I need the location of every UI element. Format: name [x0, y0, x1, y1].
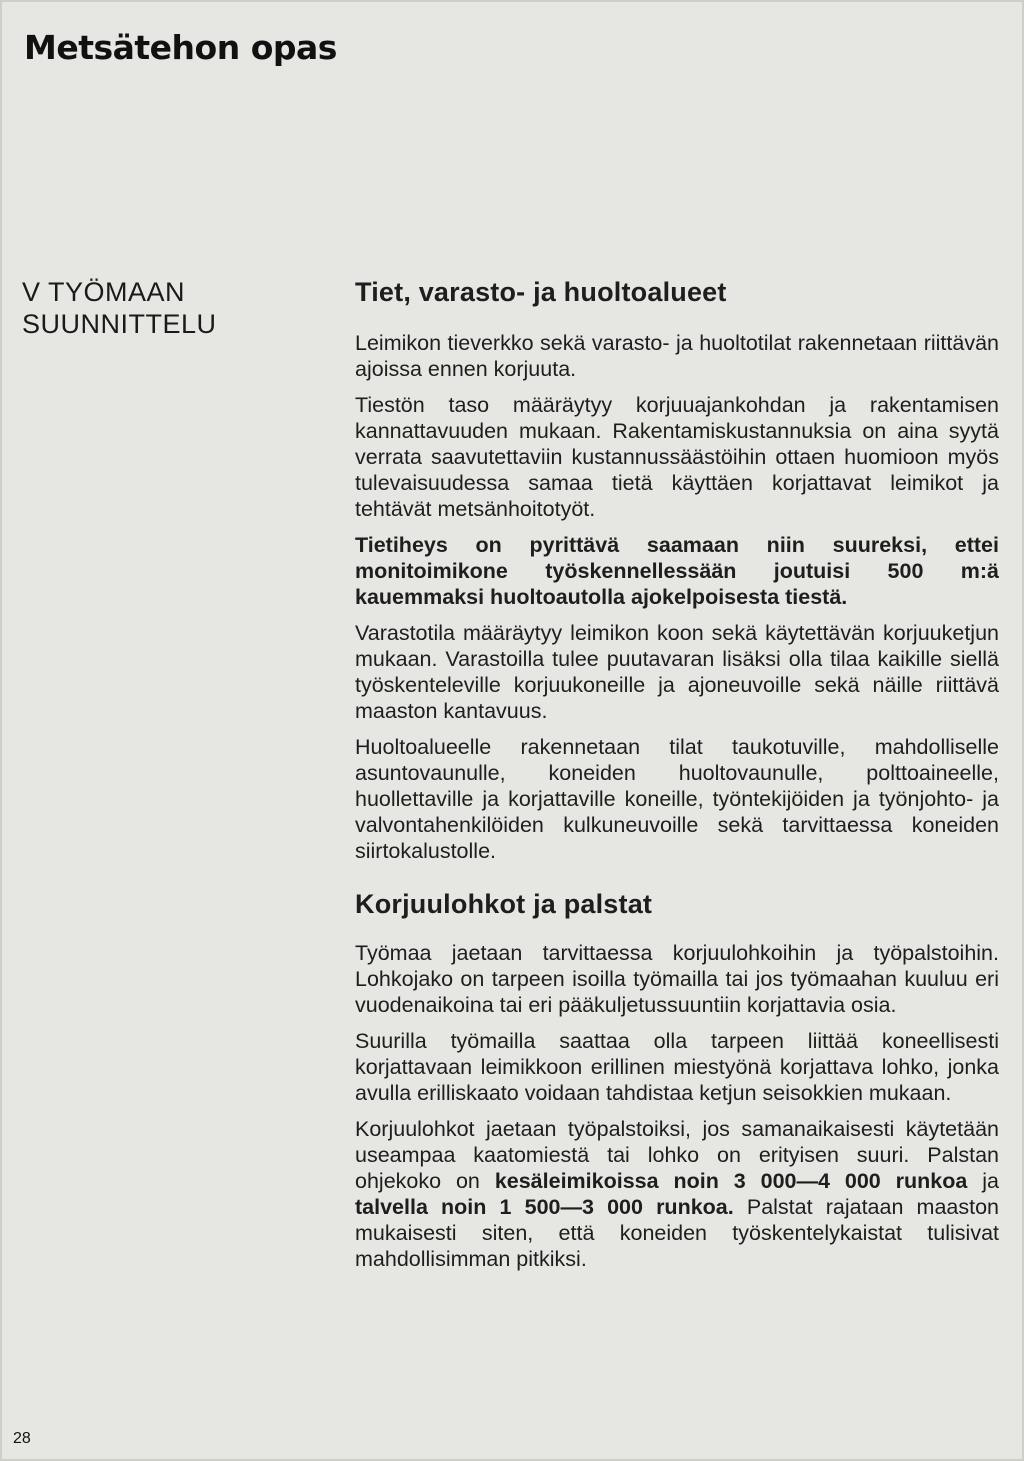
plots-text-3: Palstat rajataan maaston mukaisesti siten, että koneiden työskentelykaistat tulisivat mahdollisimman pitkiksi.	[355, 1195, 999, 1271]
brand-title: Metsätehon opas	[24, 28, 337, 67]
plots-bold-summer: kesäleimikoissa noin 3 000—4 000 runkoa	[494, 1169, 968, 1193]
main-content	[355, 276, 999, 1282]
plots-bold-winter: talvella noin 1 500—3 000 runkoa.	[355, 1195, 734, 1219]
paragraph-storage: Varastotila määräytyy leimikon koon sekä käytettävän korjuuketjun mukaan. Varastoilla tulee puutavaran lisäksi olla tilaa kaikille siellä työskenteleville korjuukoneille ja ajoneuvoille sekä näille riittävä maaston kantavuus.	[355, 621, 999, 723]
paragraph-large-sites: Suurilla työmailla saattaa olla tarpeen liittää koneellisesti korjattavaan leimikkoon erillinen miestyönä korjattava lohko, jonka avulla erilliskaato voidaan tahdistaa ketjun seisokkien mukaan.	[355, 1029, 999, 1105]
paragraph-road-level: Tiestön taso määräytyy korjuuajankohdan ja rakentamisen kannattavuuden mukaan. Rakentamiskustannuksia on aina syytä verrata saavutettaviin kustannussäästöihin ottaen huomioon myös tulevaisuudessa samaa tietä käyttäen korjattavat leimikot ja tehtävät metsänhoitotyöt.	[355, 393, 999, 521]
paragraph-road-network: Leimikon tieverkko sekä varasto- ja huoltotilat rakennetaan riittävän ajoissa ennen korjuuta.	[355, 331, 999, 381]
section-label	[22, 276, 217, 340]
paragraph-service-area: Huoltoalueelle rakennetaan tilat taukotuville, mahdolliselle asuntovaunulle, koneiden huoltovaunulle, polttoaineelle, huollettaville ja korjattaville koneille, työntekijöiden ja työnjohto- ja valvontahenkilöiden kulkuneuvoille sekä tarvittaessa koneiden siirtokalustolle.	[355, 735, 999, 863]
heading-roads-storage: Tiet, varasto- ja huoltoalueet	[355, 277, 727, 307]
section-label-line2: SUUNNITTELU	[22, 309, 217, 339]
paragraph-blocks: Työmaa jaetaan tarvittaessa korjuulohkoihin ja työpalstoihin. Lohkojako on tarpeen isoilla työmailla tai jos työmaahan kuuluu eri vuodenaikoina tai eri pääkuljetussuuntiin korjattavia osia.	[355, 941, 999, 1017]
section-label-line1: V TYÖMAAN	[22, 277, 186, 307]
plots-text-2: ja	[967, 1169, 999, 1193]
paragraph-work-plots	[355, 1116, 999, 1272]
paragraph-road-density: Tietiheys on pyrittävä saamaan niin suureksi, ettei monitoimikone työskennellessään joutuisi 500 m:ä kauemmaksi huoltoautolla ajokelpoisesta tiestä.	[355, 533, 999, 609]
plots-text-1: Korjuulohkot jaetaan työpalstoiksi, jos samanaikaisesti käytetään useampaa kaatomiestä tai lohko on erityisen suuri. Palstan ohjekoko on	[355, 1117, 999, 1193]
heading-harvest-blocks: Korjuulohkot ja palstat	[355, 889, 653, 919]
page-number: 28	[13, 1430, 31, 1447]
